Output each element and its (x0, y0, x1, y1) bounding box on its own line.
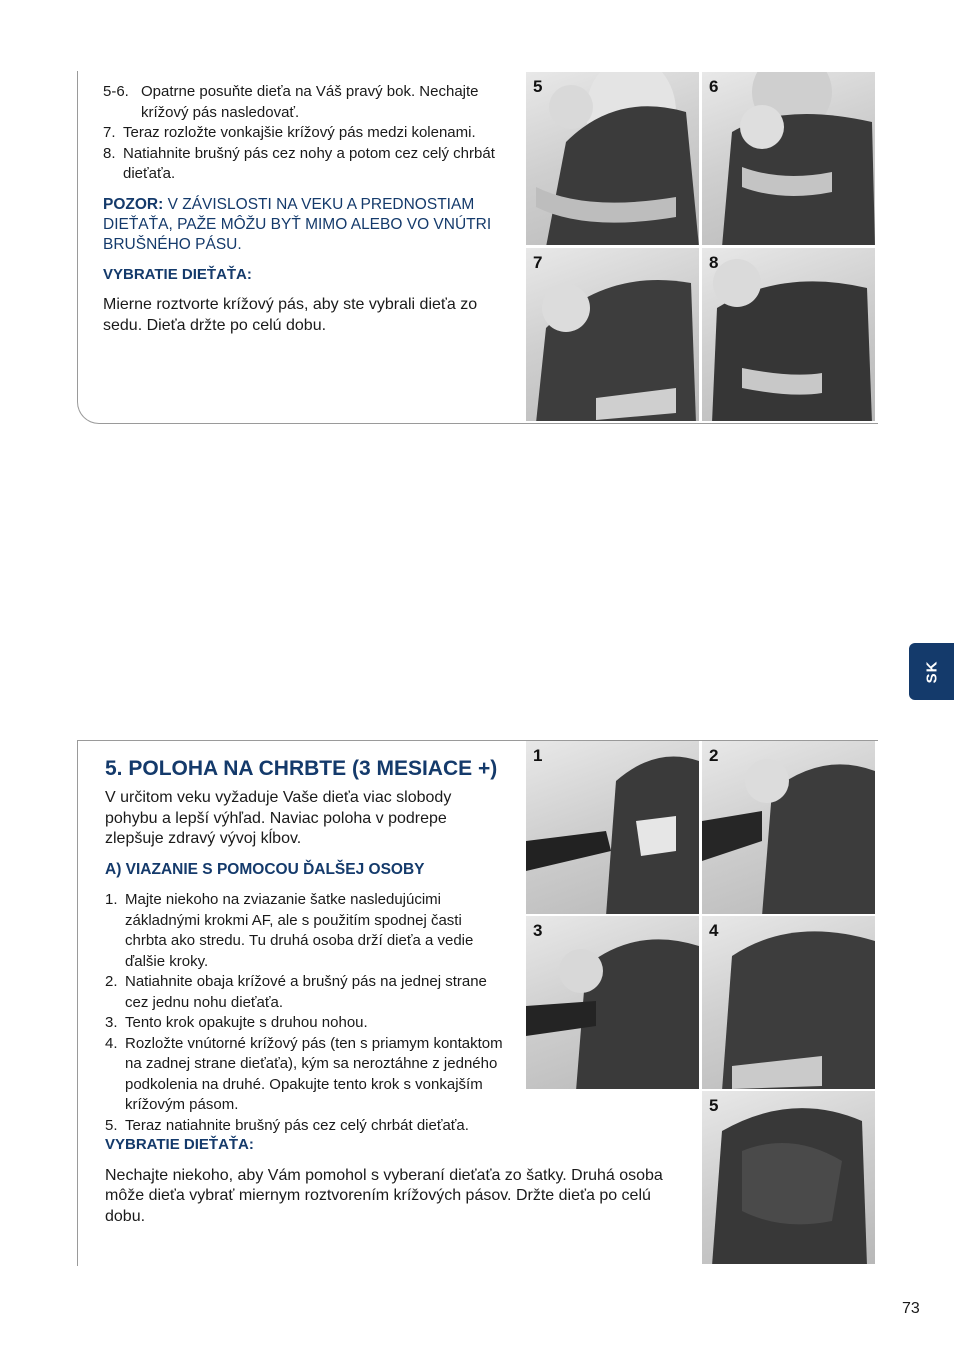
carrier-illustration (702, 72, 875, 245)
photo-step-6: 6 (702, 72, 875, 245)
photo-step-7: 7 (526, 248, 699, 421)
list-item: 5-6. Opatrne posuňte dieťa na Váš pravý bok. Nechajte krížový pás nasledovať. (103, 83, 479, 121)
removal-heading: VYBRATIE DIEŤAŤA: (105, 1136, 254, 1153)
list-item: 4. Rozložte vnútorné krížový pás (ten s priamym kontaktom na zadnej strane dieťaťa), kým sa neroztáhne z jedného podkolenia na druhé. Opakujte tento krok s vonkajším krížovým pásom. (105, 1034, 503, 1113)
subheading: A) VIAZANIE S POMOCOU ĎALŠEJ OSOBY (105, 860, 425, 878)
list-item: 8. Natiahnite brušný pás cez nohy a potom cez celý chrbát dieťaťa. (103, 144, 495, 182)
bottom-removal-block (105, 1135, 675, 1227)
list-item: 5. Teraz natiahnite brušný pás cez celý chrbát dieťaťa. (105, 1116, 469, 1134)
carrier-illustration (702, 916, 875, 1089)
photo-step-4: 4 (702, 916, 875, 1089)
carrier-illustration (526, 741, 699, 914)
removal-heading: VYBRATIE DIEŤAŤA: (103, 265, 252, 283)
top-steps-list (103, 82, 513, 185)
photo-step-5-back: 5 (702, 1091, 875, 1264)
photo-step-2: 2 (702, 741, 875, 914)
carrier-illustration (702, 1091, 875, 1264)
list-item: 7. Teraz rozložte vonkajšie krížový pás medzi kolenami. (103, 124, 476, 141)
photo-step-5: 5 (526, 72, 699, 245)
page-number: 73 (902, 1300, 920, 1317)
carrier-illustration (526, 916, 699, 1089)
list-item: 3. Tento krok opakujte s druhou nohou. (105, 1014, 368, 1031)
list-item: 1. Majte niekoho na zviazanie šatke nasledujúcimi základnými krokmi AF, ale s použitím spodnej časti chrbta ako stredu. Tu druhá osoba drží dieťa a vedie ďalšie kroky. (105, 891, 474, 970)
caution-note: POZOR: V ZÁVISLOSTI NA VEKU A PREDNOSTIAM DIEŤAŤA, PAŽE MÔŽU BYŤ MIMO ALEBO VO VNÚTRI BRUŠNÉHO PÁSU. (103, 195, 492, 253)
bottom-text-column (105, 788, 515, 1136)
top-text-column (103, 82, 513, 336)
photo-step-3: 3 (526, 916, 699, 1089)
carrier-illustration (526, 72, 699, 245)
language-tab: SK (909, 643, 954, 700)
photo-step-8: 8 (702, 248, 875, 421)
carrier-illustration (526, 248, 699, 421)
removal-text: Nechajte niekoho, aby Vám pomohol s vyberaní dieťaťa zo šatky. Druhá osoba môže dieťa vybrať miernym roztvorením krížových pásov. Držte dieťa po celú dobu. (105, 1166, 663, 1225)
removal-text: Mierne roztvorte krížový pás, aby ste vybrali dieťa zo sedu. Dieťa držte po celú dobu. (103, 296, 478, 334)
intro-text: V určitom veku vyžaduje Vaše dieťa viac slobody pohybu a lepší výhľad. Naviac poloha v podrepe zlepšuje zdravý vývoj kĺbov. (105, 789, 452, 847)
carrier-illustration (702, 248, 875, 421)
section-title: 5. POLOHA NA CHRBTE (3 MESIACE +) (105, 757, 498, 780)
photo-step-1: 1 (526, 741, 699, 914)
list-item: 2. Natiahnite obaja krížové a brušný pás na jednej strane cez jednu nohu dieťaťa. (105, 973, 487, 1011)
carrier-illustration (702, 741, 875, 914)
bottom-steps-list (105, 890, 505, 1136)
